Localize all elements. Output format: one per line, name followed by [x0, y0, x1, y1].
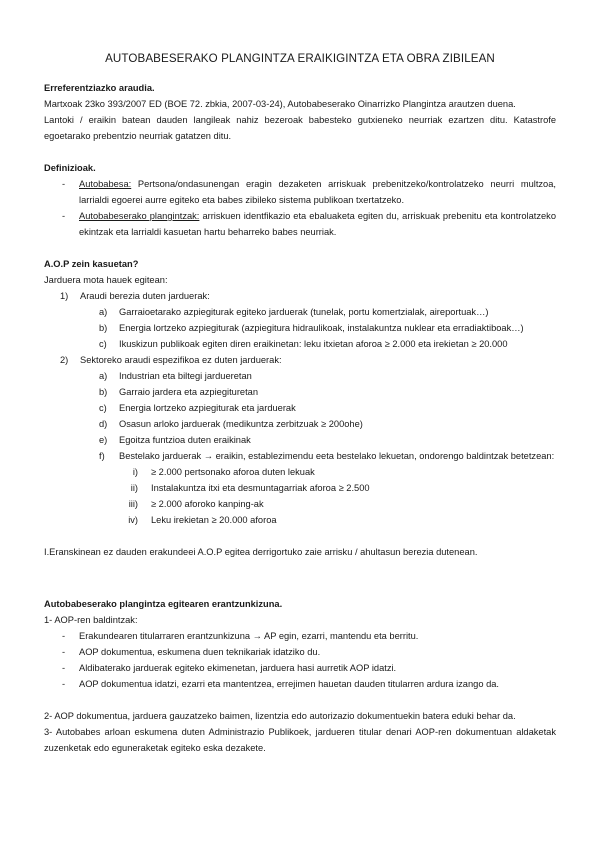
list-item	[44, 660, 556, 676]
definitions-section	[44, 160, 556, 240]
definition-item	[44, 208, 556, 240]
lettered-item	[99, 384, 556, 400]
list-item	[44, 676, 556, 692]
references-heading: Erreferentziazko araudia.	[44, 83, 155, 93]
numbered-item	[44, 352, 556, 368]
lettered-item-text: Garraio jardera eta azpiegituretan	[119, 387, 259, 397]
list-marker: b)	[99, 323, 108, 333]
list-marker: b)	[99, 387, 108, 397]
list-marker: iii)	[128, 499, 138, 509]
roman-item-text: ≥ 2.000 aforoko kanping-ak	[151, 499, 264, 509]
numbered-item-label: Araudi berezia duten jarduerak:	[80, 291, 210, 301]
lettered-item-text: Osasun arloko jarduerak (medikuntza zerbitzuak ≥ 200ohe)	[119, 419, 363, 429]
lettered-item-text: Garraioetarako azpiegiturak egiteko jarduerak (tunelak, portu komertzialak, aireportuak…)	[119, 307, 489, 317]
list-marker: e)	[99, 435, 108, 445]
lettered-item-text: Bestelako jarduerak → eraikin, establezimendu eeta bestelako lekuetan, ondorengo baldintzak betetzean:	[119, 451, 555, 461]
definition-item	[44, 176, 556, 208]
list-marker: i)	[132, 467, 138, 477]
bullet-dash: -	[62, 179, 66, 189]
lettered-item	[99, 336, 556, 352]
responsibility-p3: 3- Autobabes arloan eskumena duten Administrazio Publikoek, jardueren titular denari AOP-ren dokumentuan aldaketak zuzenketak edo eguneraketak egiteko eska dezakete.	[44, 727, 556, 753]
lettered-item-text: Egoitza funtzioa duten eraikinak	[119, 435, 251, 445]
roman-item-text: Leku irekietan ≥ 20.000 aforoa	[151, 515, 277, 525]
references-line-1: Martxoak 23ko 393/2007 ED (BOE 72. zbkia, 2007-03-24), Autobabeserako Oinarrizko Plangintza arautzen duena.	[44, 99, 516, 109]
lettered-item	[99, 432, 556, 448]
numbered-item-label: Sektoreko araudi espezifikoa ez duten jarduerak:	[80, 355, 282, 365]
list-marker: a)	[99, 307, 108, 317]
roman-item	[124, 480, 556, 496]
definitions-heading: Definizioak.	[44, 163, 96, 173]
bullet-dash: -	[62, 647, 66, 657]
list-marker: iv)	[128, 515, 138, 525]
roman-item-text: Instalakuntza itxi eta desmuntagarriak aforoa ≥ 2.500	[151, 483, 370, 493]
lettered-item-text: Energia lortzeko azpiegiturak eta jarduerak	[119, 403, 296, 413]
definition-text: arriskuen identfikazio eta ebaluaketa egiten du, arriskuak prebenitu eta kontrolatzeko ekintzak eta larrialdi kasuetan hartu beharreko babes neurriak.	[79, 211, 556, 237]
annex-note: I.Eranskinean ez dauden erakundeei A.O.P egitea derrigortuko zaie arrisku / ahultasun berezia dutenean.	[44, 547, 478, 557]
list-marker: ii)	[130, 483, 138, 493]
lettered-item	[99, 400, 556, 416]
responsibility-section	[44, 596, 556, 756]
list-marker: d)	[99, 419, 108, 429]
aop-cases-section	[44, 256, 556, 560]
aop-cases-heading: A.O.P zein kasuetan?	[44, 259, 139, 269]
list-marker: a)	[99, 371, 108, 381]
responsibility-heading: Autobabeserako plangintza egitearen erantzunkizuna.	[44, 599, 283, 609]
lettered-item-text: Ikuskizun publikoak egiten diren eraikinetan: leku itxietan aforoa ≥ 2.000 eta irekietan ≥ 20.000	[119, 339, 508, 349]
list-marker: f)	[99, 451, 105, 461]
numbered-item	[44, 288, 556, 304]
lettered-item-text: Energia lortzeko azpiegiturak (azpiegitura hidraulikoak, instalakuntza nuklear eta erradiaktiboak…)	[119, 323, 524, 333]
lettered-item	[99, 368, 556, 384]
document-title: AUTOBABESERAKO PLANGINTZA ERAIKIGINTZA ETA OBRA ZIBILEAN	[105, 52, 495, 65]
bullet-dash: -	[62, 631, 66, 641]
aop-cases-intro: Jarduera mota hauek egitean:	[44, 275, 168, 285]
lettered-item	[99, 320, 556, 336]
lettered-item	[99, 416, 556, 432]
list-marker: 2)	[60, 355, 69, 365]
list-item-text: AOP dokumentua, eskumena duen teknikariak idatziko du.	[79, 647, 321, 657]
lettered-item-text: Industrian eta biltegi jardueretan	[119, 371, 252, 381]
definition-text: Pertsona/ondasunengan eragin dezaketen arriskuak prebenitzeko/kontrolatzeko neurri multzoa, larrialdi egoerei aurre egiteko eta babes zibileko sistema publikoan txertatzeko.	[79, 179, 556, 205]
list-item-text: AOP dokumentua idatzi, ezarri eta mantentzea, errejimen hauetan dauden titularren ardura izango da.	[79, 679, 499, 689]
list-item	[44, 628, 556, 644]
roman-item	[124, 464, 556, 480]
lettered-item	[99, 448, 556, 464]
bullet-dash: -	[62, 211, 66, 221]
roman-item	[124, 496, 556, 512]
list-item	[44, 644, 556, 660]
roman-item-text: ≥ 2.000 pertsonako aforoa duten lekuak	[151, 467, 315, 477]
responsibility-p2: 2- AOP dokumentua, jarduera gauzatzeko baimen, lizentzia edo autorizazio dokumentuekin batera eduki behar da.	[44, 711, 516, 721]
references-line-2: Lantoki / eraikin batean dauden langileak nahiz bezeroak babesteko gutxieneko neurriak ezartzen ditu. Katastrofe egoetarako prebentzio neurriak gatatzen ditu.	[44, 115, 556, 141]
roman-item	[124, 512, 556, 528]
bullet-dash: -	[62, 679, 66, 689]
list-marker: c)	[99, 339, 107, 349]
list-item-text: Erakundearen titularraren erantzunkizuna → AP egin, ezarri, mantendu eta berritu.	[79, 631, 419, 641]
definition-term: Autobabeserako plangintzak:	[79, 211, 200, 221]
list-marker: 1)	[60, 291, 69, 301]
list-marker: c)	[99, 403, 107, 413]
lettered-item	[99, 304, 556, 320]
references-section	[44, 80, 556, 144]
responsibility-sub1: 1- AOP-ren baldintzak:	[44, 615, 138, 625]
bullet-dash: -	[62, 663, 66, 673]
list-item-text: Aldibaterako jarduerak egiteko ekimenetan, jarduera hasi aurretik AOP idatzi.	[79, 663, 397, 673]
definition-term: Autobabesa:	[79, 179, 132, 189]
